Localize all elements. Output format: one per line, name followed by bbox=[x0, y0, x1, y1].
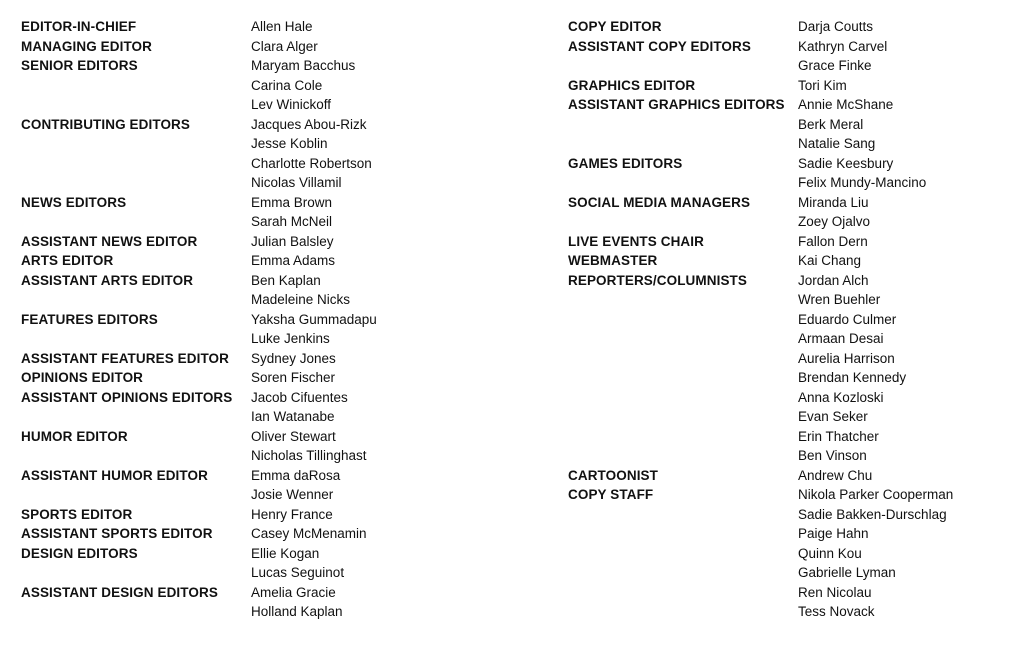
staff-row bbox=[21, 173, 377, 193]
staff-name: Oliver Stewart bbox=[251, 428, 336, 444]
staff-role bbox=[568, 446, 798, 466]
staff-row bbox=[21, 427, 377, 447]
staff-name: Casey McMenamin bbox=[251, 526, 367, 541]
staff-role bbox=[21, 407, 251, 427]
staff-role bbox=[568, 56, 798, 76]
staff-row bbox=[568, 271, 953, 291]
staff-row bbox=[21, 193, 377, 213]
staff-row bbox=[568, 544, 953, 564]
staff-row bbox=[21, 95, 377, 115]
staff-name: Sadie Bakken-Durschlag bbox=[798, 506, 947, 522]
staff-role: CONTRIBUTING EDITORS bbox=[21, 116, 191, 132]
staff-role bbox=[568, 544, 798, 564]
staff-name: Henry France bbox=[251, 506, 333, 522]
staff-role: SPORTS EDITOR bbox=[21, 506, 133, 522]
staff-name: Charlotte Robertson bbox=[251, 155, 372, 171]
staff-row bbox=[568, 446, 953, 466]
staff-row bbox=[568, 388, 953, 408]
staff-role: FEATURES EDITORS bbox=[21, 311, 158, 327]
staff-name: Anna Kozloski bbox=[798, 389, 884, 405]
staff-name: Emma Brown bbox=[251, 194, 333, 210]
staff-name: Carina Cole bbox=[251, 77, 323, 93]
staff-name: Felix Mundy-Mancino bbox=[798, 175, 927, 190]
staff-role bbox=[568, 583, 798, 603]
staff-name: Maryam Bacchus bbox=[251, 58, 356, 73]
staff-name: Armaan Desai bbox=[798, 331, 884, 346]
staff-name: Ben Vinson bbox=[798, 448, 867, 463]
staff-role bbox=[21, 290, 251, 310]
staff-row bbox=[21, 505, 377, 525]
staff-name: Sydney Jones bbox=[251, 350, 336, 366]
staff-row bbox=[568, 134, 953, 154]
staff-row bbox=[21, 76, 377, 96]
staff-name: Darja Coutts bbox=[798, 19, 874, 34]
staff-role: GRAPHICS EDITOR bbox=[568, 77, 696, 93]
staff-row bbox=[21, 212, 377, 232]
staff-role bbox=[568, 602, 798, 622]
staff-role bbox=[21, 134, 251, 154]
staff-role: GAMES EDITORS bbox=[568, 155, 683, 171]
staff-name: Miranda Liu bbox=[798, 194, 869, 210]
staff-row bbox=[21, 544, 377, 564]
staff-name: Jesse Koblin bbox=[251, 136, 328, 151]
staff-name: Kai Chang bbox=[798, 253, 862, 268]
staff-row bbox=[568, 154, 953, 174]
staff-name: Andrew Chu bbox=[798, 467, 873, 483]
staff-row bbox=[21, 368, 377, 388]
staff-row bbox=[568, 466, 953, 486]
staff-name: Emma daRosa bbox=[251, 467, 341, 483]
staff-role bbox=[21, 173, 251, 193]
staff-row bbox=[568, 407, 953, 427]
staff-name: Nicolas Villamil bbox=[251, 175, 342, 190]
staff-row bbox=[21, 485, 377, 505]
staff-role bbox=[568, 524, 798, 544]
staff-row bbox=[568, 583, 953, 603]
staff-role: REPORTERS/COLUMNISTS bbox=[568, 272, 748, 288]
staff-name: Lev Winickoff bbox=[251, 97, 332, 112]
staff-row bbox=[568, 368, 953, 388]
staff-role: COPY EDITOR bbox=[568, 19, 662, 34]
staff-name: Madeleine Nicks bbox=[251, 292, 351, 307]
staff-role bbox=[21, 446, 251, 466]
staff-name: Ian Watanabe bbox=[251, 409, 335, 424]
staff-row bbox=[21, 466, 377, 486]
staff-column-left bbox=[21, 17, 377, 622]
staff-name: Berk Meral bbox=[798, 116, 864, 132]
staff-role bbox=[568, 329, 798, 349]
staff-row bbox=[21, 349, 377, 369]
staff-role: DESIGN EDITORS bbox=[21, 545, 138, 561]
staff-row bbox=[21, 310, 377, 330]
staff-role bbox=[568, 563, 798, 583]
staff-row bbox=[21, 524, 377, 544]
staff-row bbox=[568, 173, 953, 193]
staff-role bbox=[21, 95, 251, 115]
staff-name: Natalie Sang bbox=[798, 136, 876, 151]
staff-name: Zoey Ojalvo bbox=[798, 214, 871, 229]
staff-role: WEBMASTER bbox=[568, 253, 658, 268]
staff-name: Jacob Cifuentes bbox=[251, 389, 348, 405]
staff-role bbox=[568, 427, 798, 447]
staff-row bbox=[568, 193, 953, 213]
staff-role: ASSISTANT SPORTS EDITOR bbox=[21, 526, 213, 541]
staff-role bbox=[21, 212, 251, 232]
staff-name: Fallon Dern bbox=[798, 233, 868, 249]
staff-name: Tori Kim bbox=[798, 77, 847, 93]
staff-name: Josie Wenner bbox=[251, 487, 334, 502]
staff-row bbox=[21, 583, 377, 603]
staff-name: Paige Hahn bbox=[798, 526, 869, 541]
staff-name: Nicholas Tillinghast bbox=[251, 448, 367, 463]
staff-name: Clara Alger bbox=[251, 38, 318, 54]
staff-column-right bbox=[568, 17, 953, 622]
staff-row bbox=[21, 251, 377, 271]
staff-name: Emma Adams bbox=[251, 253, 336, 268]
staff-role bbox=[568, 368, 798, 388]
staff-row bbox=[21, 154, 377, 174]
staff-role: SOCIAL MEDIA MANAGERS bbox=[568, 194, 751, 210]
staff-name: Sarah McNeil bbox=[251, 214, 333, 229]
staff-row bbox=[568, 427, 953, 447]
staff-row bbox=[21, 407, 377, 427]
staff-role: MANAGING EDITOR bbox=[21, 38, 153, 54]
staff-role: HUMOR EDITOR bbox=[21, 428, 128, 444]
staff-row bbox=[568, 602, 953, 622]
staff-row bbox=[21, 56, 377, 76]
staff-row bbox=[21, 446, 377, 466]
staff-row bbox=[21, 134, 377, 154]
staff-name: Amelia Gracie bbox=[251, 584, 336, 600]
staff-name: Erin Thatcher bbox=[798, 428, 879, 444]
staff-role bbox=[21, 154, 251, 174]
staff-name: Luke Jenkins bbox=[251, 331, 330, 346]
staff-role: LIVE EVENTS CHAIR bbox=[568, 233, 704, 249]
staff-row bbox=[21, 290, 377, 310]
staff-role bbox=[568, 505, 798, 525]
staff-role bbox=[568, 349, 798, 369]
staff-row bbox=[568, 524, 953, 544]
staff-name: Quinn Kou bbox=[798, 545, 862, 561]
staff-role: EDITOR-IN-CHIEF bbox=[21, 19, 137, 34]
staff-row bbox=[568, 17, 953, 37]
staff-row bbox=[21, 37, 377, 57]
staff-name: Annie McShane bbox=[798, 97, 894, 112]
staff-role: ASSISTANT HUMOR EDITOR bbox=[21, 467, 208, 483]
staff-name: Jacques Abou-Rizk bbox=[251, 116, 367, 132]
staff-role: ASSISTANT OPINIONS EDITORS bbox=[21, 389, 233, 405]
staff-name: Brendan Kennedy bbox=[798, 370, 907, 385]
staff-row bbox=[568, 37, 953, 57]
staff-name: Ben Kaplan bbox=[251, 272, 321, 288]
staff-name: Wren Buehler bbox=[798, 292, 881, 307]
staff-role bbox=[568, 173, 798, 193]
staff-role bbox=[568, 407, 798, 427]
staff-name: Yaksha Gummadapu bbox=[251, 311, 377, 327]
staff-role bbox=[568, 310, 798, 330]
staff-row bbox=[568, 115, 953, 135]
staff-name: Jordan Alch bbox=[798, 272, 869, 288]
staff-role: ASSISTANT DESIGN EDITORS bbox=[21, 584, 218, 600]
staff-role: ASSISTANT ARTS EDITOR bbox=[21, 272, 194, 288]
staff-role bbox=[21, 485, 251, 505]
staff-name: Ren Nicolau bbox=[798, 584, 872, 600]
staff-name: Julian Balsley bbox=[251, 233, 334, 249]
staff-row bbox=[21, 388, 377, 408]
staff-name: Allen Hale bbox=[251, 19, 313, 34]
staff-name: Holland Kaplan bbox=[251, 604, 343, 619]
staff-name: Soren Fischer bbox=[251, 370, 336, 385]
staff-role: ARTS EDITOR bbox=[21, 253, 114, 268]
staff-row bbox=[568, 212, 953, 232]
staff-role bbox=[568, 388, 798, 408]
staff-role bbox=[568, 115, 798, 135]
staff-name: Eduardo Culmer bbox=[798, 311, 897, 327]
staff-role bbox=[568, 290, 798, 310]
staff-row bbox=[21, 563, 377, 583]
staff-row bbox=[568, 505, 953, 525]
staff-row bbox=[568, 95, 953, 115]
staff-name: Kathryn Carvel bbox=[798, 38, 888, 54]
staff-name: Sadie Keesbury bbox=[798, 155, 894, 171]
staff-role bbox=[21, 329, 251, 349]
staff-role bbox=[21, 76, 251, 96]
staff-role: CARTOONIST bbox=[568, 467, 659, 483]
staff-role: SENIOR EDITORS bbox=[21, 58, 138, 73]
staff-row bbox=[568, 563, 953, 583]
staff-row bbox=[568, 76, 953, 96]
staff-name: Gabrielle Lyman bbox=[798, 565, 896, 580]
staff-row bbox=[21, 329, 377, 349]
staff-row bbox=[568, 485, 953, 505]
staff-role: ASSISTANT NEWS EDITOR bbox=[21, 233, 198, 249]
staff-role bbox=[568, 134, 798, 154]
staff-role: NEWS EDITORS bbox=[21, 194, 127, 210]
staff-row bbox=[568, 232, 953, 252]
staff-row bbox=[21, 232, 377, 252]
staff-row bbox=[21, 271, 377, 291]
staff-row bbox=[568, 56, 953, 76]
staff-row bbox=[568, 290, 953, 310]
staff-role bbox=[568, 212, 798, 232]
staff-name: Nikola Parker Cooperman bbox=[798, 487, 954, 502]
staff-row bbox=[21, 115, 377, 135]
staff-role: OPINIONS EDITOR bbox=[21, 370, 144, 385]
staff-role bbox=[21, 563, 251, 583]
staff-role: COPY STAFF bbox=[568, 487, 654, 502]
staff-name: Ellie Kogan bbox=[251, 545, 320, 561]
staff-name: Lucas Seguinot bbox=[251, 565, 345, 580]
staff-row bbox=[568, 349, 953, 369]
staff-row bbox=[21, 602, 377, 622]
staff-name: Aurelia Harrison bbox=[798, 350, 895, 366]
staff-masthead bbox=[21, 17, 1021, 647]
staff-row bbox=[568, 310, 953, 330]
staff-role: ASSISTANT GRAPHICS EDITORS bbox=[568, 97, 785, 112]
staff-name: Tess Novack bbox=[798, 604, 875, 619]
staff-role: ASSISTANT COPY EDITORS bbox=[568, 38, 751, 54]
staff-row bbox=[568, 329, 953, 349]
staff-role: ASSISTANT FEATURES EDITOR bbox=[21, 350, 230, 366]
staff-role bbox=[21, 602, 251, 622]
staff-name: Evan Seker bbox=[798, 409, 868, 424]
staff-name: Grace Finke bbox=[798, 58, 872, 73]
staff-row bbox=[568, 251, 953, 271]
staff-row bbox=[21, 17, 377, 37]
